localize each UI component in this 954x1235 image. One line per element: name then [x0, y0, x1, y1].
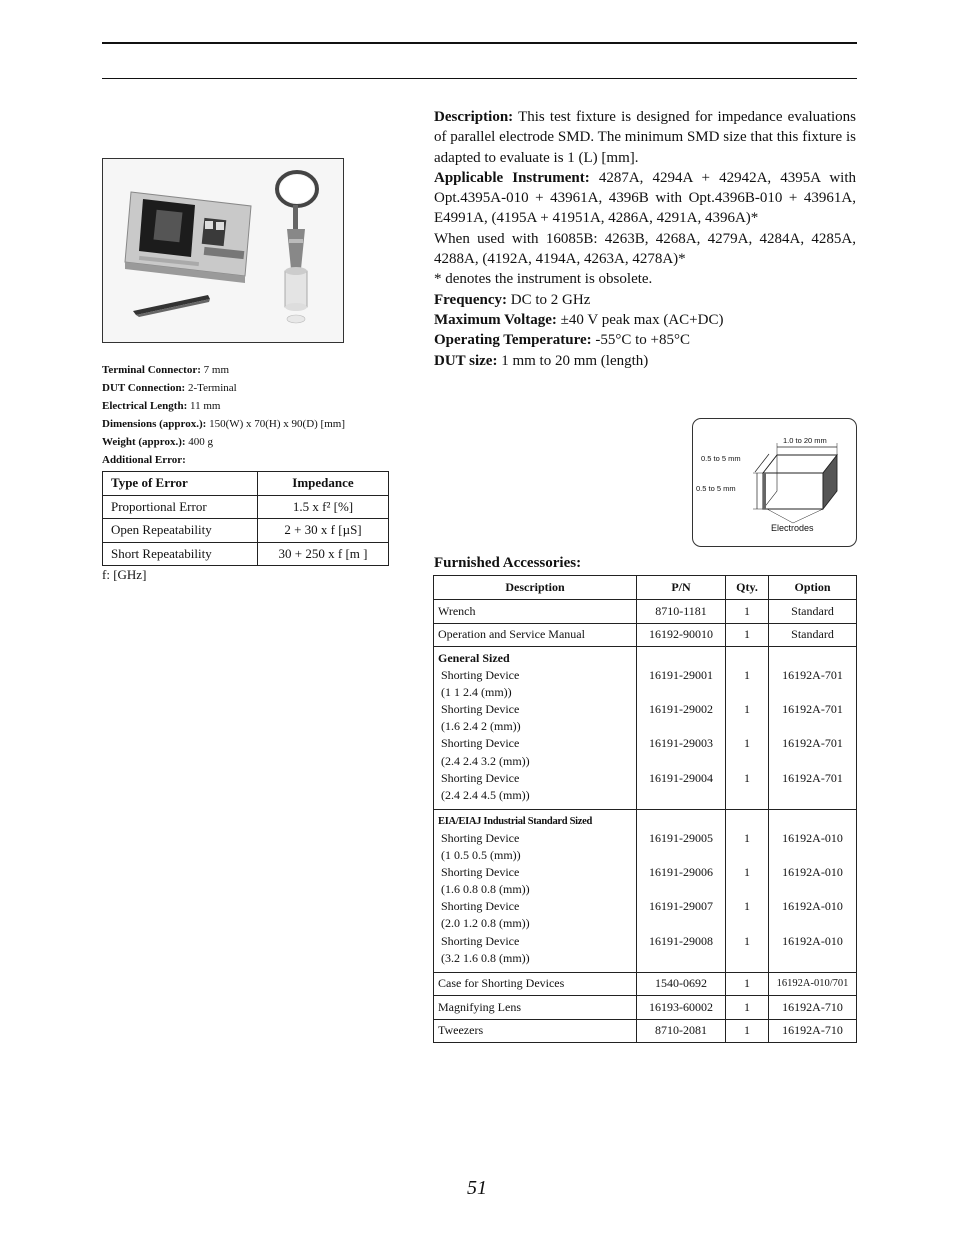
- frequency-unit-footnote: f: [GHz]: [102, 567, 147, 582]
- table-row: [103, 542, 389, 566]
- description-block: [434, 107, 856, 371]
- table-cell: Case for Shorting Devices: [434, 972, 637, 996]
- item-option: 16192A-010: [782, 830, 843, 845]
- item-name: Shorting Device: [441, 830, 520, 845]
- fixture-photo-illustration: [103, 159, 344, 343]
- column-header: Qty.: [726, 576, 769, 600]
- table-cell: [769, 647, 857, 810]
- max-voltage-spec: Maximum Voltage: ±40 V peak max (AC+DC): [434, 311, 724, 328]
- table-cell: Standard: [769, 623, 857, 647]
- table-cell: Proportional Error: [103, 495, 258, 519]
- group-heading: EIA/EIAJ Industrial Standard Sized: [438, 815, 593, 827]
- item-name: Shorting Device: [441, 865, 520, 880]
- eia-sized-group-row: [434, 809, 857, 972]
- item-size: (2.4 2.4 4.5 (mm)): [441, 787, 530, 802]
- item-option: 16192A-010: [782, 865, 843, 880]
- item-qty: 1: [744, 770, 750, 785]
- description-paragraph: Description: This test fixture is designed for impedance evaluations of parallel electrode SMD. The minimum SMD size that this fixture is adapted to evaluate is 1 (L) [mm].: [434, 109, 856, 166]
- spec-weight: Weight (approx.): 400 g: [102, 436, 214, 448]
- item-size: (1 0.5 0.5 (mm)): [441, 848, 521, 863]
- table-cell: 1: [726, 1019, 769, 1043]
- item-size: (2.0 1.2 0.8 (mm)): [441, 916, 530, 931]
- column-header: Impedance: [258, 472, 389, 496]
- table-row: [103, 495, 389, 519]
- table-header-row: [103, 472, 389, 496]
- table-cell: [637, 647, 726, 810]
- table-cell: 1: [726, 972, 769, 996]
- table-cell: Operation and Service Manual: [434, 623, 637, 647]
- table-cell: Magnifying Lens: [434, 996, 637, 1020]
- frequency-spec: Frequency: DC to 2 GHz: [434, 291, 591, 308]
- group-heading: General Sized: [438, 651, 510, 665]
- item-pn: 16191-29002: [649, 702, 713, 717]
- electrodes-label: Electrodes: [771, 523, 814, 533]
- item-pn: 16191-29005: [649, 830, 713, 845]
- table-cell: Short Repeatability: [103, 542, 258, 566]
- general-sized-group-row: [434, 647, 857, 810]
- table-row: [434, 996, 857, 1020]
- table-row: [434, 600, 857, 624]
- page-number: 51: [467, 1177, 487, 1199]
- item-pn: 16191-29008: [649, 933, 713, 948]
- item-option: 16192A-701: [782, 702, 843, 717]
- obsolete-note: * denotes the instrument is obsolete.: [434, 271, 653, 288]
- spec-list: [102, 361, 345, 469]
- height-label: 0.5 to 5 mm: [696, 484, 736, 493]
- spec-electrical-length: Electrical Length: 11 mm: [102, 400, 221, 412]
- column-header: P/N: [637, 576, 726, 600]
- table-cell: 1.5 x f² [%]: [258, 495, 389, 519]
- table-row: [103, 519, 389, 543]
- item-pn: 16191-29004: [649, 770, 713, 785]
- table-cell: Wrench: [434, 600, 637, 624]
- table-cell: 1: [726, 623, 769, 647]
- item-size: (1.6 0.8 0.8 (mm)): [441, 882, 530, 897]
- item-option: 16192A-010: [782, 899, 843, 914]
- table-cell: 16192-90010: [637, 623, 726, 647]
- item-qty: 1: [744, 736, 750, 751]
- width-label: 0.5 to 5 mm: [701, 454, 741, 463]
- table-cell: 8710-2081: [637, 1019, 726, 1043]
- table-cell: 16192A-010/701: [769, 972, 857, 996]
- item-name: Shorting Device: [441, 933, 520, 948]
- item-size: (3.2 1.6 0.8 (mm)): [441, 950, 530, 965]
- column-header: Option: [769, 576, 857, 600]
- table-cell: 30 + 250 x f [m ]: [258, 542, 389, 566]
- furnished-accessories-title: Furnished Accessories:: [434, 555, 582, 571]
- table-cell: 16193-60002: [637, 996, 726, 1020]
- spec-dimensions: Dimensions (approx.): 150(W) x 70(H) x 90(D) [mm]: [102, 418, 345, 430]
- item-pn: 16191-29006: [649, 865, 713, 880]
- item-pn: 16191-29001: [649, 668, 713, 683]
- table-cell: Open Repeatability: [103, 519, 258, 543]
- item-option: 16192A-701: [782, 770, 843, 785]
- spec-terminal-connector: Terminal Connector: 7 mm: [102, 364, 230, 376]
- table-cell: 8710-1181: [637, 600, 726, 624]
- table-row: [434, 972, 857, 996]
- item-size: (2.4 2.4 3.2 (mm)): [441, 753, 530, 768]
- column-header: Description: [434, 576, 637, 600]
- table-cell: Tweezers: [434, 1019, 637, 1043]
- item-name: Shorting Device: [441, 770, 520, 785]
- item-option: 16192A-701: [782, 668, 843, 683]
- table-cell: 1: [726, 600, 769, 624]
- table-cell: 16192A-710: [769, 996, 857, 1020]
- item-qty: 1: [744, 865, 750, 880]
- item-qty: 1: [744, 899, 750, 914]
- item-name: Shorting Device: [441, 668, 520, 683]
- column-header: Type of Error: [103, 472, 258, 496]
- item-qty: 1: [744, 933, 750, 948]
- table-header-row: [434, 576, 857, 600]
- item-name: Shorting Device: [441, 899, 520, 914]
- item-option: 16192A-010: [782, 933, 843, 948]
- item-size: (1 1 2.4 (mm)): [441, 685, 512, 700]
- length-label: 1.0 to 20 mm: [783, 436, 827, 445]
- item-qty: 1: [744, 668, 750, 683]
- spec-additional-error: Additional Error:: [102, 454, 186, 466]
- spec-dut-connection: DUT Connection: 2-Terminal: [102, 382, 237, 394]
- item-option: 16192A-701: [782, 736, 843, 751]
- header-rule: [102, 78, 857, 79]
- item-pn: 16191-29007: [649, 899, 713, 914]
- item-pn: 16191-29003: [649, 736, 713, 751]
- table-cell: 2 + 30 x f [µS]: [258, 519, 389, 543]
- applicable-instrument-paragraph: Applicable Instrument: 4287A, 4294A + 42942A, 4395A with Opt.4395A-010 + 43961A, 4396B with Opt.4396B-010 + 43961A, E4991A, (4195A + 41951A, 4286A, 4291A, 4396A)*: [434, 169, 856, 227]
- table-cell: [434, 809, 637, 972]
- dut-size-diagram: [692, 418, 857, 547]
- table-cell: 1: [726, 996, 769, 1020]
- table-cell: 1540-0692: [637, 972, 726, 996]
- table-cell: 16192A-710: [769, 1019, 857, 1043]
- used-with-paragraph: When used with 16085B: 4263B, 4268A, 4279A, 4284A, 4285A, 4288A, (4192A, 4194A, 4263A, 4278A)*: [434, 230, 856, 268]
- table-row: [434, 623, 857, 647]
- top-rule: [102, 42, 857, 44]
- table-cell: [637, 809, 726, 972]
- item-qty: 1: [744, 702, 750, 717]
- item-name: Shorting Device: [441, 702, 520, 717]
- table-cell: Standard: [769, 600, 857, 624]
- table-cell: [434, 647, 637, 810]
- table-row: [434, 1019, 857, 1043]
- accessories-table: [433, 575, 857, 1043]
- operating-temperature-spec: Operating Temperature: -55°C to +85°C: [434, 332, 691, 349]
- item-name: Shorting Device: [441, 736, 520, 751]
- product-photo: [102, 158, 344, 343]
- item-qty: 1: [744, 830, 750, 845]
- dut-size-spec: DUT size: 1 mm to 20 mm (length): [434, 352, 649, 369]
- table-cell: [726, 809, 769, 972]
- table-cell: [769, 809, 857, 972]
- additional-error-table: [102, 471, 389, 566]
- item-size: (1.6 2.4 2 (mm)): [441, 719, 521, 734]
- table-cell: [726, 647, 769, 810]
